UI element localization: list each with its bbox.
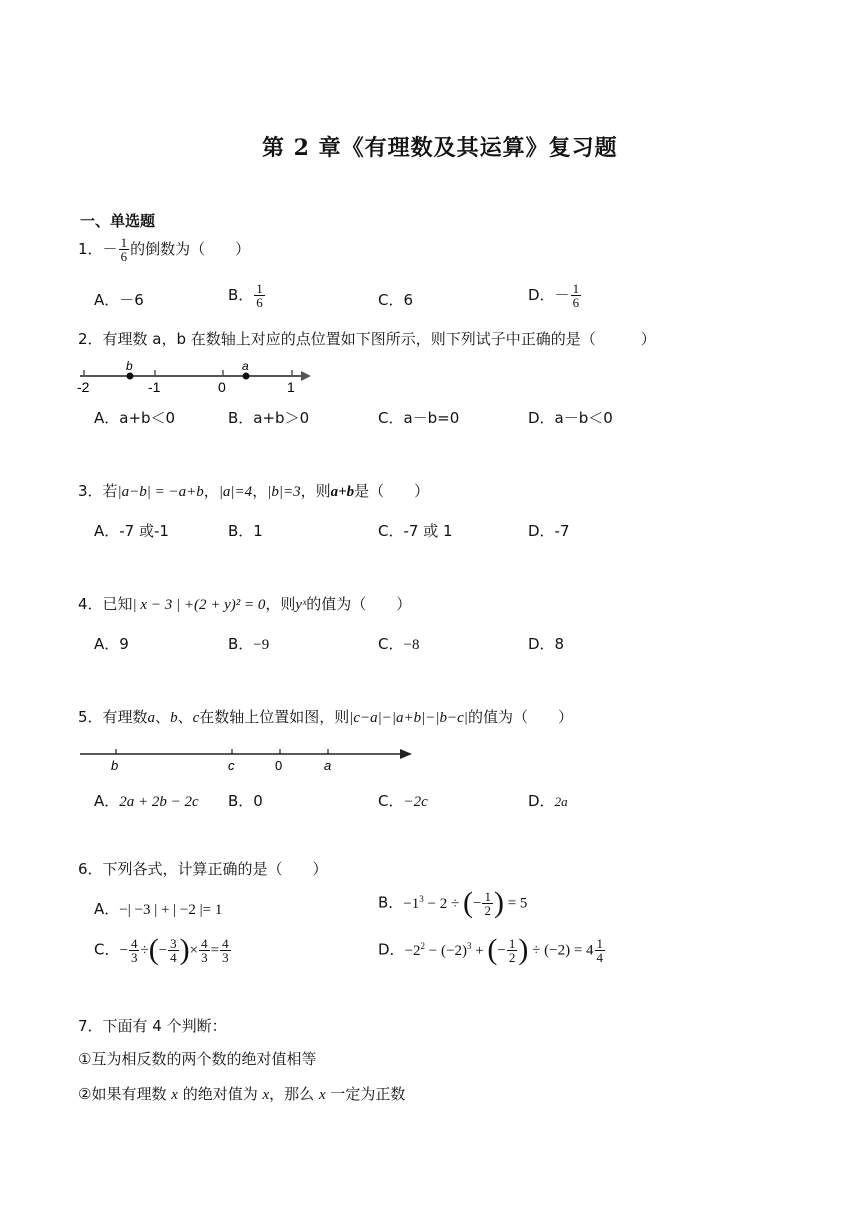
q7-statement-1: ①互为相反数的两个数的绝对值相等 [78,1050,317,1068]
tick-label-0: 0 [218,379,226,395]
q5-option-a[interactable]: A．2a + 2b − 2c [94,792,199,810]
q2-option-b[interactable]: B．a+b＞0 [228,409,310,427]
tick-label-neg1: -1 [148,379,161,395]
q5-point-c: c [228,758,235,772]
tick-label-neg2: -2 [77,379,90,395]
q1-fraction: $\frac{1}{6}$ [120,235,128,264]
q3-expr2: |a|=4 [218,484,253,500]
q3-expr1: |a−b| = −a+b [117,484,204,500]
q1-option-b[interactable]: B． $\frac{1}{6}$ [228,281,263,310]
q3-option-d[interactable]: D．-7 [528,522,570,540]
q4-option-c[interactable]: C．−8 [378,635,420,653]
label-b: b [126,359,133,373]
question-6: 6．下列各式，计算正确的是（ ） [78,860,328,878]
q2-number-line [75,356,315,396]
q4-option-a[interactable]: A．9 [94,635,129,653]
q4-expr2: yˣ [295,597,307,613]
q2-option-c[interactable]: C．a－b=0 [378,409,460,427]
q1-number: 1． [78,240,103,258]
q5-point-b: b [111,758,119,772]
page-title: 第 2 章《有理数及其运算》复习题 [262,135,618,161]
q5-option-c[interactable]: C．−2c [378,792,428,810]
q6-option-c[interactable]: C．− $\frac{4}{3}$ ÷(− $\frac{3}{4}$ )× $\frac{4}{3}$ = $\frac{4}{3}$ [94,933,229,966]
q5-expr: |c−a|−|a+b|−|b−c| [349,710,468,726]
q3-option-c[interactable]: C．-7 或 1 [378,522,453,540]
q5-option-d[interactable]: D．2a [528,792,568,810]
point-a [243,373,250,380]
q5-point-a: a [324,758,332,772]
q6-option-d[interactable]: D．$-2^2 - (-2)^3$ + (− $\frac{1}{2}$ ) ÷ (−2) = 4 $\frac{1}{4}$ [378,933,604,966]
question-4: 4．已知| x − 3 | +(2 + y)² = 0，则yˣ的值为（ ） [78,595,412,613]
q1-text: 的倒数为（ ） [130,240,251,258]
question-1: 1．－ $\frac{1}{6}$ 的倒数为（ ） [78,235,251,264]
q4-option-d[interactable]: D．8 [528,635,565,653]
section-heading: 一、单选题 [80,212,156,230]
q2-option-d[interactable]: D．a－b＜0 [528,409,613,427]
q6-option-b[interactable]: B．$-1^3 - 2$ ÷ (− $\frac{1}{2}$ ) = 5 [378,886,528,919]
q6-option-a[interactable]: A．−| −3 | + | −2 |= 1 [94,900,223,918]
q1-option-a[interactable]: A．－6 [94,291,144,309]
q1-option-c[interactable]: C．6 [378,291,414,309]
q3-option-a[interactable]: A．-7 或-1 [94,522,169,540]
q3-option-b[interactable]: B．1 [228,522,263,540]
tick-label-1: 1 [287,379,295,395]
q5-number-line [78,742,418,772]
label-a: a [242,359,249,373]
question-7: 7．下面有 4 个判断： [78,1017,227,1035]
point-b [127,373,134,380]
q4-expr: | x − 3 | +(2 + y)² = 0 [132,597,266,613]
q3-expr3: |b|=3 [267,484,301,500]
q5-point-0: 0 [275,758,283,772]
q7-statement-2: ②如果有理数 x 的绝对值为 x，那么 x 一定为正数 [78,1085,406,1103]
question-3: 3．若|a−b| = −a+b，|a|=4，|b|=3，则a+b是（ ） [78,482,430,500]
q2-option-a[interactable]: A．a+b＜0 [94,409,176,427]
q3-expr4: a+b [330,484,355,500]
q1-option-d[interactable]: D．－ $\frac{1}{6}$ [528,281,580,310]
question-2: 2．有理数 a，b 在数轴上对应的点位置如下图所示，则下列试子中正确的是（ ） [78,330,656,348]
question-5: 5．有理数a、b、c在数轴上位置如图，则|c−a|−|a+b|−|b−c|的值为（ ） [78,708,573,726]
q4-option-b[interactable]: B．−9 [228,635,270,653]
q5-option-b[interactable]: B．0 [228,792,263,810]
